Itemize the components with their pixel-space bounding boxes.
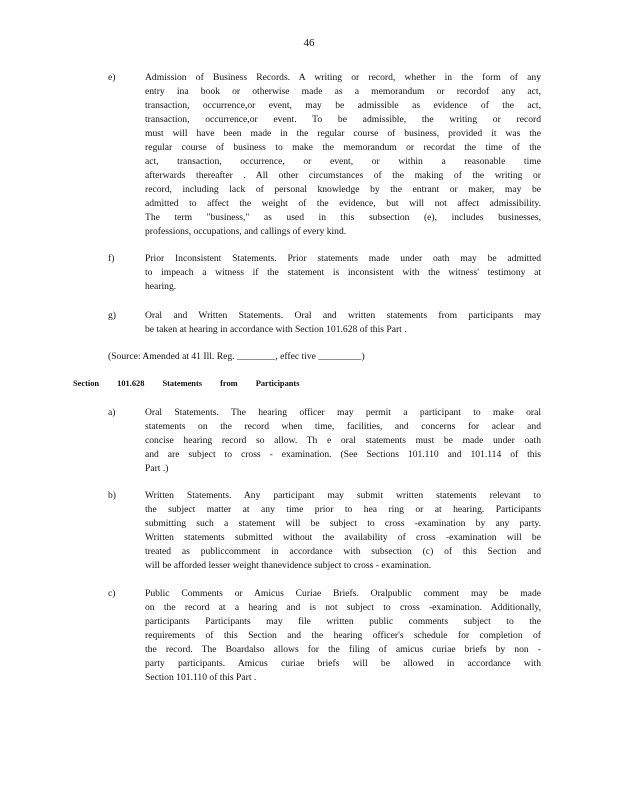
paragraph-letter: f) xyxy=(108,253,115,264)
text-line: concise hearing record so allow. Th e oral statements must be made under oath xyxy=(145,435,541,446)
text-line: submitting such a statement will be subject to cross -examination by any party. xyxy=(145,518,541,529)
paragraph-letter: e) xyxy=(108,72,116,83)
text-line: Part .) xyxy=(145,463,169,474)
text-line: Public Comments or Amicus Curiae Briefs. Oralpublic comment may be made xyxy=(145,588,541,599)
text-line: the subject matter at any time prior to hea ring or at hearing. Participants xyxy=(145,504,541,515)
paragraph-body xyxy=(145,71,541,239)
text-line: hearing. xyxy=(145,281,177,292)
section-heading xyxy=(73,379,313,388)
text-line: Prior Inconsistent Statements. Prior statements made under oath may be admitted xyxy=(145,253,541,264)
text-line: statements on the record when time, facilities, and concerns for aclear and xyxy=(145,421,541,432)
text-line: entry ina book or otherwise made as a memorandum or recordof any act, xyxy=(145,86,541,97)
paragraph-body xyxy=(145,587,541,685)
paragraph-body xyxy=(145,406,541,476)
paragraph-body xyxy=(145,489,541,573)
text-line: treated as publiccomment in accordance with subsection (c) of this Section and xyxy=(145,546,541,557)
text-line: Written Statements. Any participant may submit written statements relevant to xyxy=(145,490,541,501)
text-line: to impeach a witness if the statement is inconsistent with the witness' testimony at xyxy=(145,267,541,278)
paragraph-letter: g) xyxy=(108,310,116,321)
text-line: will be afforded lesser weight thanevidence subject to cross - examination. xyxy=(145,560,432,571)
section-title-word: Statements xyxy=(162,379,203,388)
text-line: Admission of Business Records. A writing or record, whether in the form of any xyxy=(145,72,541,83)
text-line: transaction, occurrence,or event. To be admissible, the writing or record xyxy=(145,114,541,125)
text-line: act, transaction, occurrence, or event, or within a reasonable time xyxy=(145,156,541,167)
paragraph-letter: a) xyxy=(108,407,116,418)
text-line: transaction, occurrence,or event, may be admissible as evidence of the act, xyxy=(145,100,541,111)
source-line: (Source: Amended at 41 Ill. Reg. ________, effec tive _________) xyxy=(108,351,365,362)
text-line: afterwards thereafter . All other circumstances of the making of the writing or xyxy=(145,170,541,181)
paragraph-letter: c) xyxy=(108,588,116,599)
text-line: The term "business," as used in this subsection (e), includes businesses, xyxy=(145,212,541,223)
text-line: on the record at a hearing and is not subject to cross -examination. Additionally, xyxy=(145,602,541,613)
paragraph-body xyxy=(145,252,541,294)
text-line: the record. The Boardalso allows for the filing of amicus curiae briefs by non - xyxy=(145,644,541,655)
text-line: Section 101.110 of this Part . xyxy=(145,672,257,683)
text-line: regular course of business to make the memorandum or recordat the time of the xyxy=(145,142,541,153)
text-line: Oral Statements. The hearing officer may permit a participant to make oral xyxy=(145,407,541,418)
section-title-word: from xyxy=(220,379,238,388)
text-line: party participants. Amicus curiae briefs will be allowed in accordance with xyxy=(145,658,541,669)
text-line: Oral and Written Statements. Oral and written statements from participants may xyxy=(145,310,541,321)
section-number: 101.628 xyxy=(117,379,145,388)
text-line: admitted to affect the weight of the evidence, but will not affect admissibility. xyxy=(145,198,541,209)
section-title-word: Participants xyxy=(255,379,300,388)
page-number: 46 xyxy=(303,37,315,49)
text-line: Written statements submitted without the availability of cross -examination will be xyxy=(145,532,541,543)
paragraph-letter: b) xyxy=(108,490,116,501)
text-line: must will have been made in the regular course of business, provided it was the xyxy=(145,128,541,139)
text-line: record, including lack of personal knowledge by the entrant or maker, may be xyxy=(145,184,541,195)
text-line: and are subject to cross - examination. (See Sections 101.110 and 101.114 of this xyxy=(145,449,541,460)
text-line: participants Participants may file written public comments subject to the xyxy=(145,616,541,627)
text-line: requirements of this Section and the hearing officer's schedule for completion of xyxy=(145,630,541,641)
section-word: Section xyxy=(73,379,100,388)
paragraph-body xyxy=(145,309,541,337)
text-line: professions, occupations, and callings of every kind. xyxy=(145,226,347,237)
text-line: be taken at hearing in accordance with Section 101.628 of this Part . xyxy=(145,324,407,335)
